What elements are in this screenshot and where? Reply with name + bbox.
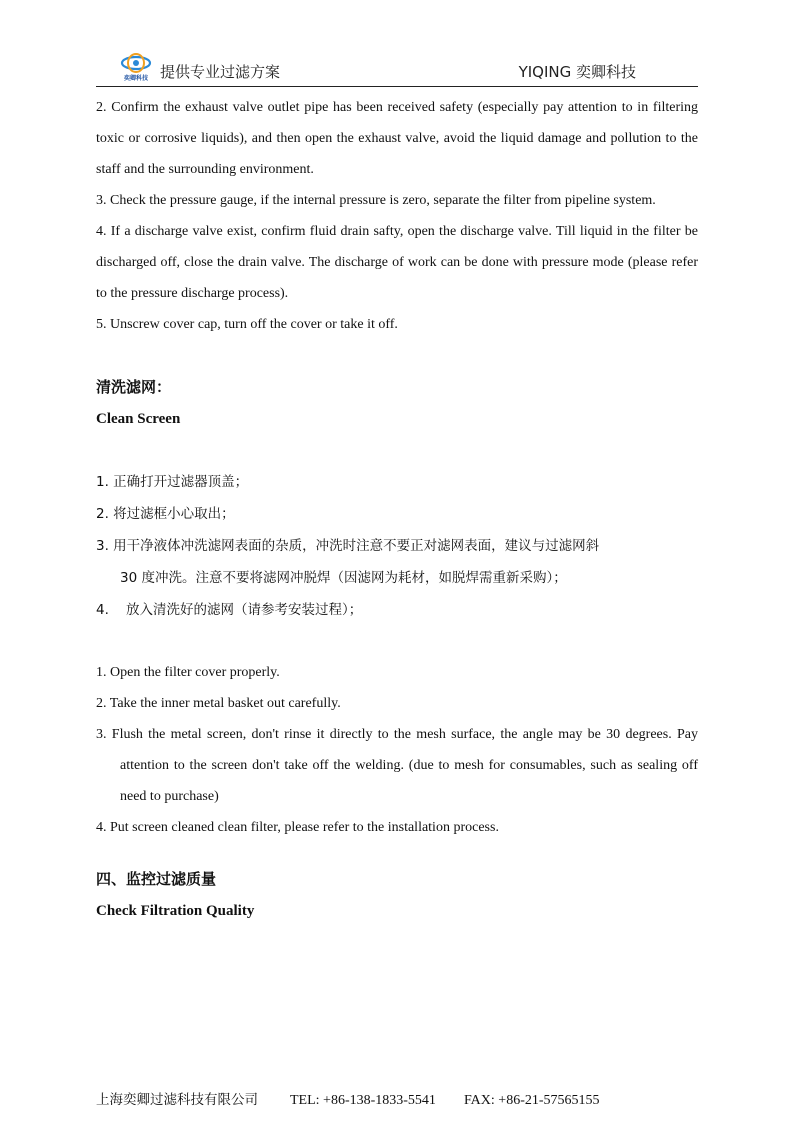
step-4-en: 4. If a discharge valve exist, confirm fluid drain safty, open the discharge valve. Till liquid in the filter be discharged off, close the drain valve. The discharge of work can be done with pressure mode (please refer to the pressure discharge process). xyxy=(96,224,698,301)
footer-company: 上海奕卿过滤科技有限公司 xyxy=(96,1092,258,1108)
document-body xyxy=(96,92,698,927)
company-logo xyxy=(118,50,154,82)
step-5-en: 5. Unscrew cover cap, turn off the cover or take it off. xyxy=(96,317,398,332)
clean-step-en: 3. Flush the metal screen, don't rinse it directly to the mesh surface, the angle may be 30 degrees. Pay attention to the screen don't take off the welding. (due to mesh for consumables, such as sealing off need to purchase) xyxy=(96,727,698,804)
header-slogan: 提供专业过滤方案 xyxy=(160,63,281,81)
clean-screen-heading-en: Clean Screen xyxy=(96,411,181,427)
clean-step-cn: 3. 用干净液体冲洗滤网表面的杂质，冲洗时注意不要正对滤网表面，建议与过滤网斜 xyxy=(96,538,600,554)
spacer xyxy=(96,626,698,657)
clean-screen-heading-cn: 清洗滤网： xyxy=(96,378,172,396)
clean-step-cn: 4. 放入清洗好的滤网（请参考安装过程）； xyxy=(96,602,363,618)
clean-step-en: 2. Take the inner metal basket out carefully. xyxy=(96,696,341,711)
step-3-en: 3. Check the pressure gauge, if the internal pressure is zero, separate the filter from pipeline system. xyxy=(96,193,656,208)
clean-step-en: 4. Put screen cleaned clean filter, please refer to the installation process. xyxy=(96,820,499,835)
footer-tel: TEL: +86-138-1833-5541 xyxy=(290,1093,436,1108)
clean-step-cn: 2. 将过滤框小心取出； xyxy=(96,506,235,522)
page-footer xyxy=(96,1088,716,1109)
svg-text:奕卿科技: 奕卿科技 xyxy=(123,75,149,82)
page-header xyxy=(96,48,698,87)
quality-heading-en: Check Filtration Quality xyxy=(96,903,255,919)
spacer xyxy=(96,843,698,863)
header-brand: YIQING 奕卿科技 xyxy=(518,63,636,81)
quality-heading-cn: 四、监控过滤质量 xyxy=(96,870,217,888)
spacer xyxy=(96,340,698,371)
clean-step-cn: 1. 正确打开过滤器顶盖； xyxy=(96,474,249,490)
step-2-en: 2. Confirm the exhaust valve outlet pipe has been received safety (especially pay attention to in filtering toxic or corrosive liquids), and then open the exhaust valve, avoid the liquid damage and pollution to the staff and the surrounding environment. xyxy=(96,100,698,177)
clean-step-cn-continued: 30 度冲洗。注意不要将滤网冲脱焊（因滤网为耗材，如脱焊需重新采购）； xyxy=(120,570,567,586)
footer-fax: FAX: +86-21-57565155 xyxy=(463,1093,600,1108)
clean-step-en: 1. Open the filter cover properly. xyxy=(96,665,280,680)
spacer xyxy=(96,435,698,466)
